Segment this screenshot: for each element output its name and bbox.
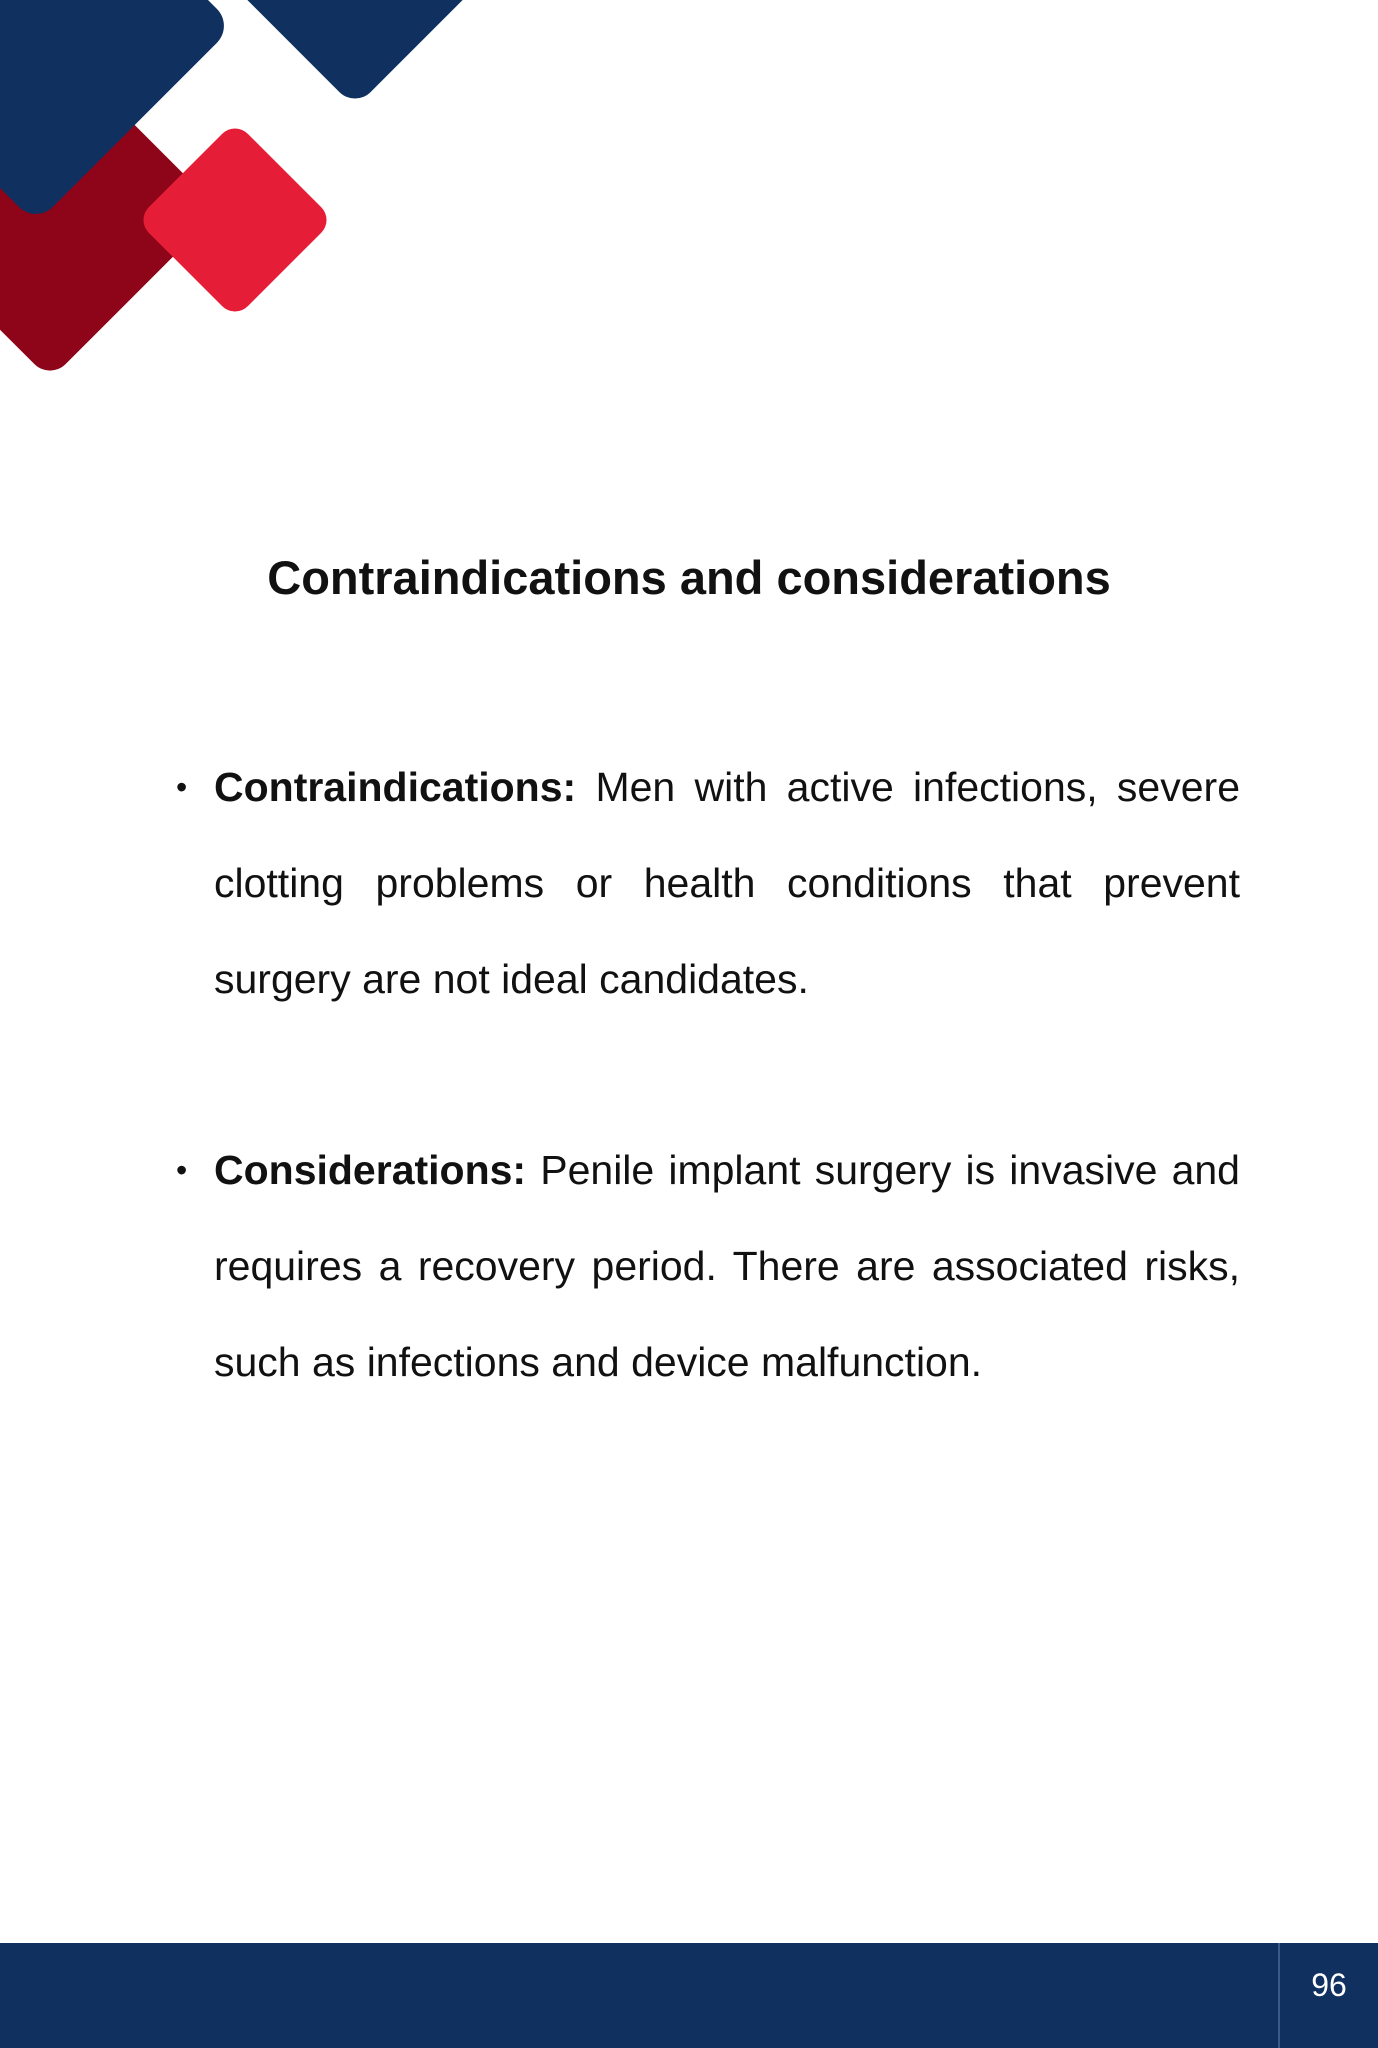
footer-bar — [0, 1943, 1378, 2048]
list-item-contraindications — [176, 739, 1240, 1027]
bullet-icon: • — [176, 769, 188, 805]
bullet-icon: • — [176, 1152, 188, 1188]
page-title: Contraindications and considerations — [267, 551, 1111, 604]
item-text: Penile implant surgery is invasive and requires a recovery period. There are associated risks, such as infections and device malfunction. — [214, 1147, 1240, 1385]
item-term: Contraindications: — [214, 764, 577, 810]
corner-diamond-decoration — [0, 0, 520, 460]
page-number: 96 — [1311, 1967, 1347, 2003]
list-item-considerations — [176, 1122, 1240, 1410]
item-text: Men with active infections, severe clotting problems or health conditions that prevent surgery are not ideal candidates. — [214, 764, 1240, 1002]
item-term: Considerations: — [214, 1147, 527, 1193]
